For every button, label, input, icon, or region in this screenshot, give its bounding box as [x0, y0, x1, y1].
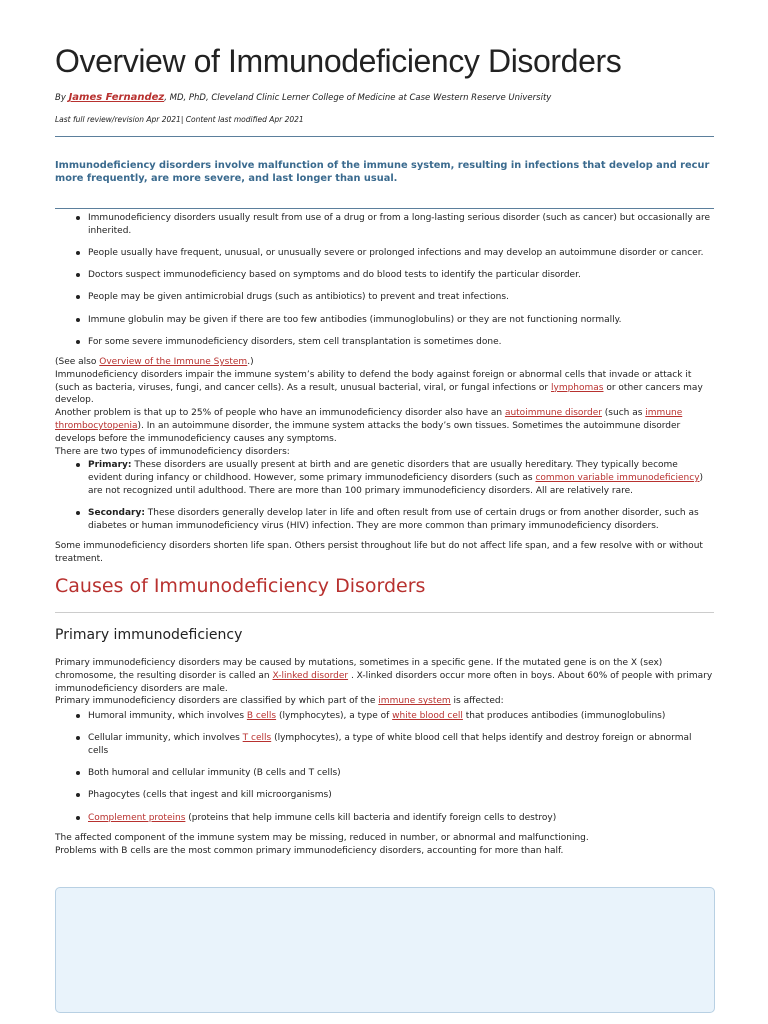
author-link[interactable]: James Fernandez	[68, 92, 165, 103]
white-blood-cell-link[interactable]: white blood cell	[392, 711, 463, 721]
list-item: Immune globulin may be given if there are too few antibodies (immunoglobulins) or they are not functioning normally.	[55, 314, 714, 327]
primary-label: Primary:	[88, 460, 132, 470]
list-item: Both humoral and cellular immunity (B cells and T cells)	[55, 767, 714, 780]
affected-paragraph-2: Problems with B cells are the most common primary immunodeficiency disorders, accounting for more than half.	[55, 845, 564, 856]
divider	[55, 136, 714, 137]
list-item: Complement proteins (proteins that help immune cells kill bacteria and identify foreign cells to destroy)	[55, 812, 714, 825]
summary-text: Immunodeficiency disorders involve malfunction of the immune system, resulting in infections that develop and recur more frequently, are more severe, and last longer than usual.	[55, 160, 710, 184]
list-item: Doctors suspect immunodeficiency based on symptoms and do blood tests to identify the particular disorder.	[55, 269, 714, 282]
immune-thrombocytopenia-link[interactable]: immune thrombocytopenia	[55, 408, 683, 431]
complement-proteins-link[interactable]: Complement proteins	[88, 812, 186, 823]
divider	[55, 208, 714, 209]
lymphomas-link[interactable]: lymphomas	[551, 382, 604, 393]
section-heading-causes: Causes of Immunodeficiency Disorders	[55, 575, 426, 597]
b-cells-link[interactable]: B cells	[246, 711, 277, 721]
list-item: People may be given antimicrobial drugs (such as antibiotics) to prevent and treat infections.	[55, 291, 714, 304]
secondary-label: Secondary:	[88, 507, 145, 518]
affected-text	[55, 832, 714, 858]
classes-list	[55, 710, 714, 834]
review-date: Last full review/revision Apr 2021| Content last modified Apr 2021	[55, 115, 304, 124]
intro-text	[55, 356, 714, 458]
t-cells-link[interactable]: T cells	[242, 733, 272, 744]
byline-by: By	[55, 93, 66, 103]
immune-system-link[interactable]: immune system	[378, 696, 451, 707]
list-item: For some severe immunodeficiency disorders, stem cell transplantation is sometimes done.	[55, 336, 714, 349]
intro-paragraph-2: Another problem is that up to 25% of people who have an immunodeficiency disorder also have an autoimmune disorder (such as immune thrombocytopenia). In an autoimmune disorder, the immune system attacks the body’s own tissues. Sometimes the autoimmune disorder develops before the immunodeficiency causes any symptoms.	[55, 408, 683, 444]
cvid-link[interactable]: common variable immunodeficiency	[535, 472, 700, 483]
list-item: Primary: These disorders are usually present at birth and are genetic disorders that are usually hereditary. They typically become evident during infancy or childhood. However, some primary immunodeficiency disorders (such as common variable immunodeficiency) are not recognized until adulthood. There are more than 100 primary immunodeficiency disorders. All are relatively rare.	[55, 459, 714, 497]
list-item: People usually have frequent, unusual, or unusually severe or prolonged infections and may develop an autoimmune disorder or cancer.	[55, 247, 714, 260]
x-linked-disorder-link[interactable]: X-linked disorder	[272, 670, 349, 681]
subheading-primary-immunodeficiency: Primary immunodeficiency	[55, 627, 243, 643]
info-box	[55, 887, 715, 1013]
intro-paragraph-1: Immunodeficiency disorders impair the immune system’s ability to defend the body against foreign or abnormal cells that invade or attack it (such as bacteria, viruses, fungi, and cancer cells). As a result, unusual bacterial, viral, or fungal infections or lymphomas or other cancers may develop.	[55, 369, 703, 406]
see-also: (See also Overview of the Immune System.)	[55, 357, 254, 367]
lifespan-paragraph: Some immunodeficiency disorders shorten life span. Others persist throughout life but do not affect life span, and a few resolve with or without treatment.	[55, 541, 703, 564]
primary-paragraph-2: Primary immunodeficiency disorders are classified by which part of the immune system is affected:	[55, 696, 504, 707]
divider	[55, 612, 714, 613]
primary-text	[55, 657, 714, 708]
types-list	[55, 459, 714, 542]
affected-paragraph-1: The affected component of the immune system may be missing, reduced in number, or abnormal and malfunctioning.	[55, 833, 589, 843]
types-intro: There are two types of immunodeficiency disorders:	[55, 446, 290, 457]
immune-system-overview-link[interactable]: Overview of the Immune System	[99, 357, 248, 367]
primary-paragraph-1: Primary immunodeficiency disorders may be caused by mutations, sometimes in a specific gene. If the mutated gene is on the X (sex) chromosome, the resulting disorder is called an X-linked disorder . X-linked disorders occur more often in boys. About 60% of people with primary immunodeficiency disorders are male.	[55, 658, 713, 694]
list-item: Immunodeficiency disorders usually result from use of a drug or from a long-lasting serious disorder (such as cancer) but occasionally are inherited.	[55, 212, 714, 238]
page-title: Overview of Immunodeficiency Disorders	[55, 43, 622, 79]
byline	[55, 92, 551, 105]
autoimmune-disorder-link[interactable]: autoimmune disorder	[504, 408, 602, 419]
list-item: Secondary: These disorders generally develop later in life and often result from use of certain drugs or from another disorder, such as diabetes or human immunodeficiency virus (HIV) infection. They are more common than primary immunodeficiency disorders.	[55, 507, 714, 533]
list-item: Cellular immunity, which involves T cells (lymphocytes), a type of white blood cell that helps identify and destroy foreign or abnormal cells	[55, 732, 714, 758]
list-item: Humoral immunity, which involves B cells (lymphocytes), a type of white blood cell that produces antibodies (immunoglobulins)	[55, 710, 714, 723]
author-affiliation: , MD, PhD, Cleveland Clinic Lerner College of Medicine at Case Western Reserve University	[164, 93, 552, 103]
key-points-list	[55, 212, 714, 358]
list-item: Phagocytes (cells that ingest and kill microorganisms)	[55, 789, 714, 802]
